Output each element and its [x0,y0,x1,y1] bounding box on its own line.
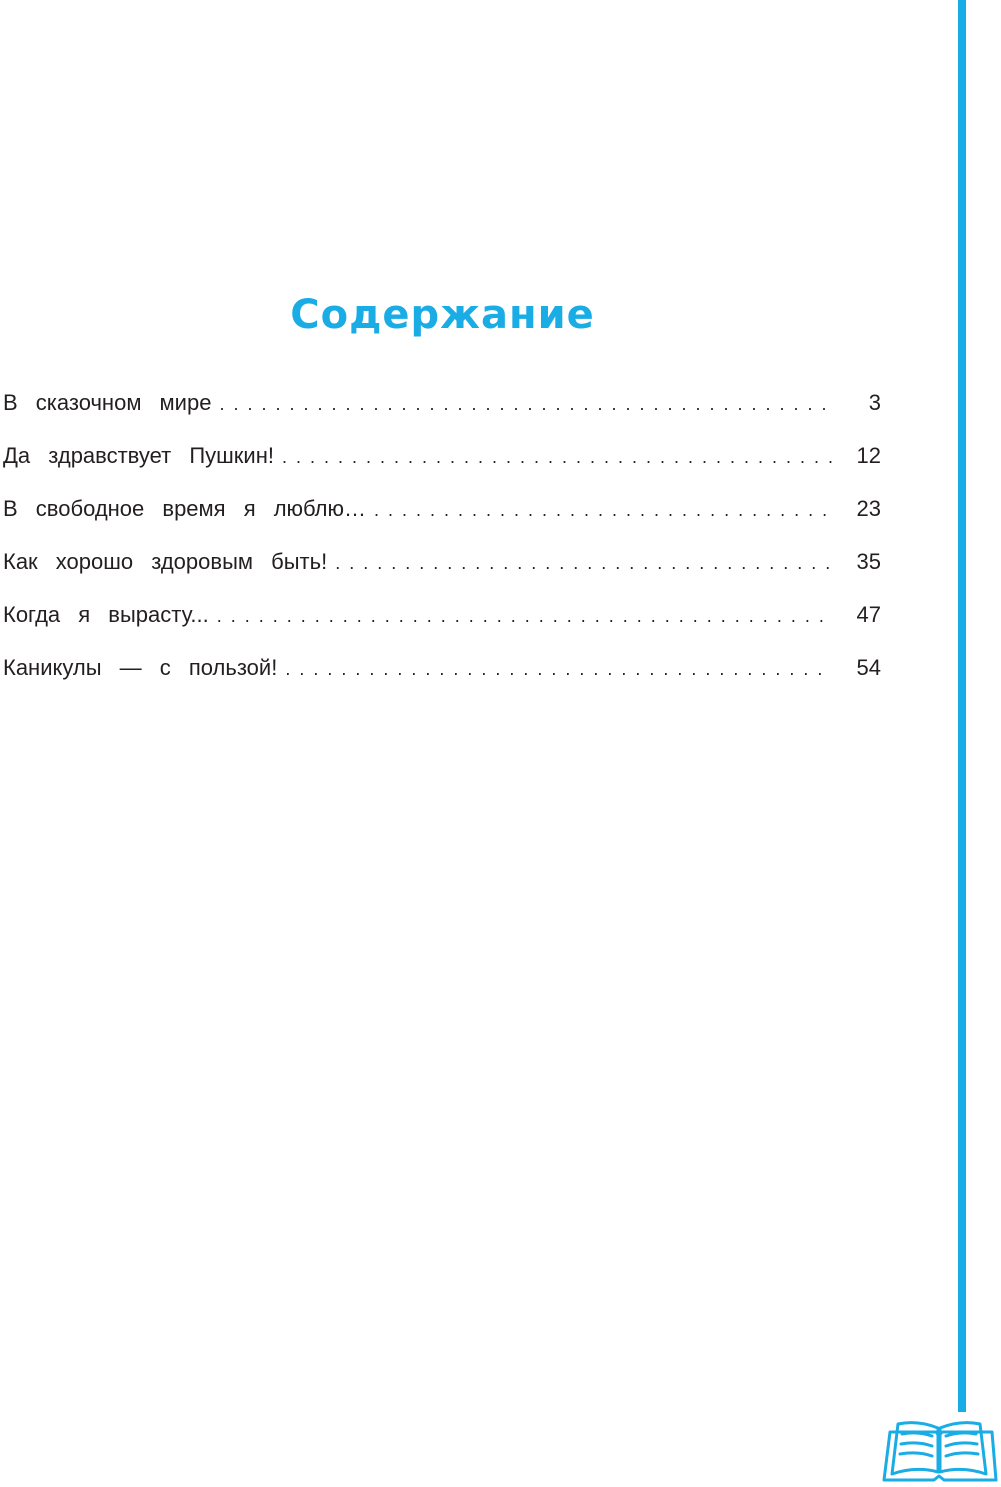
toc-entry[interactable] [3,602,881,655]
toc-dot-leader [335,553,833,574]
toc-dot-leader [219,394,833,415]
toc-entry-title: В свободное время я люблю… [3,496,367,521]
toc-entry-page: 35 [856,549,881,574]
side-accent-stripe [958,0,966,1412]
toc-entry[interactable] [3,549,881,602]
toc-dot-leader [374,500,833,521]
toc-entry-title: Как хорошо здоровым быть! [3,549,328,574]
toc-entry[interactable] [3,496,881,549]
open-book-icon [880,1418,998,1484]
toc-entry-page: 23 [856,496,881,521]
toc-entry-page: 12 [856,443,881,468]
toc-entry-page: 3 [868,390,881,415]
toc-entry[interactable] [3,390,881,443]
toc-entry-title: Да здравствует Пушкин! [3,443,274,468]
page-title: Содержание [290,292,595,338]
toc-dot-leader [217,606,833,627]
toc-dot-leader [285,659,833,680]
toc-entry[interactable] [3,443,881,496]
toc-entry-title: В сказочном мире [3,390,212,415]
toc-entry-title: Когда я вырасту... [3,602,209,627]
toc-entry-page: 47 [856,602,881,627]
toc-entry-page: 54 [856,655,881,680]
toc-entry[interactable] [3,655,881,708]
toc-entry-title: Каникулы — с пользой! [3,655,278,680]
table-of-contents [3,390,881,708]
toc-dot-leader [282,447,833,468]
